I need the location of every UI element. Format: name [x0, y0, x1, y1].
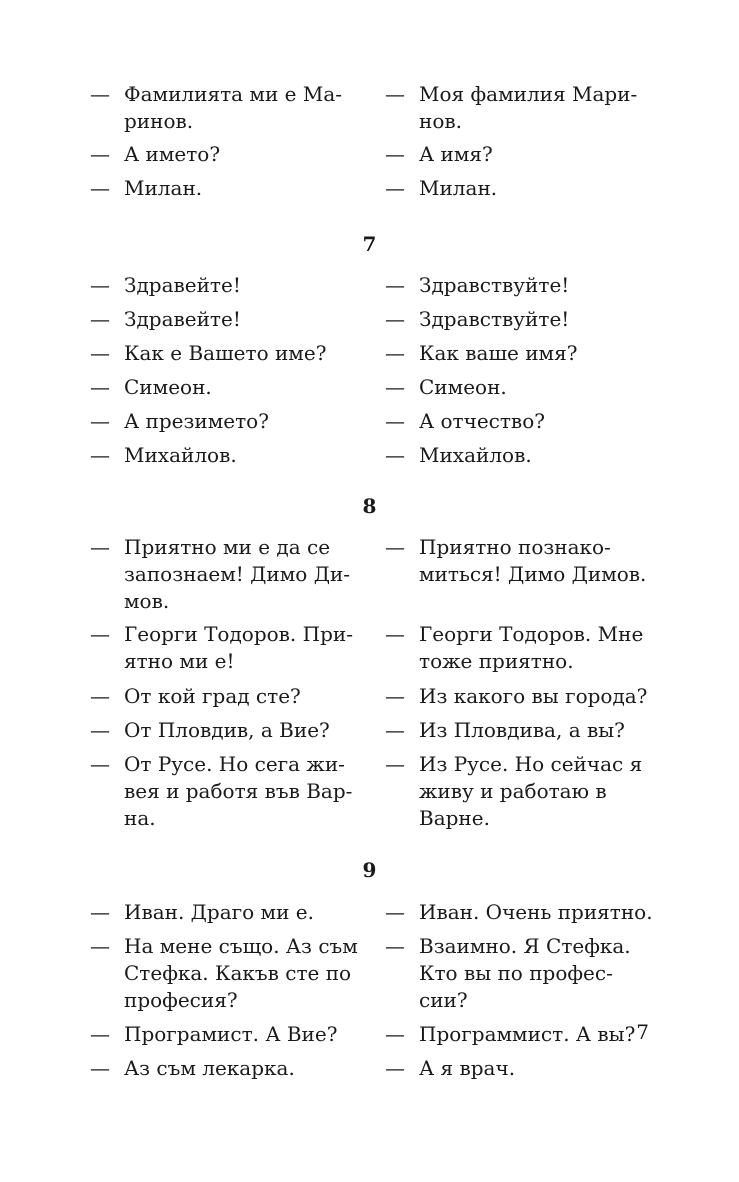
russian-line: Симеон. — [419, 375, 507, 399]
dialogue-dash: — — [90, 273, 110, 297]
dialogue-dash: — — [385, 752, 405, 776]
russian-line: Из Русе. Но сейчас я — [419, 752, 643, 776]
bulgarian-line: Иван. Драго ми е. — [124, 900, 314, 924]
dialogue-dash: — — [90, 934, 110, 958]
russian-line: Здравствуйте! — [419, 273, 570, 297]
bulgarian-line: А презимето? — [124, 409, 269, 433]
russian-line: Здравствуйте! — [419, 307, 570, 331]
bulgarian-line: ринов. — [124, 109, 194, 133]
bulgarian-line: Симеон. — [124, 375, 212, 399]
bulgarian-line: Аз съм лекарка. — [124, 1056, 295, 1080]
bulgarian-line: ятно ми е! — [124, 649, 235, 673]
bulgarian-line: От Пловдив, а Вие? — [124, 718, 330, 742]
bulgarian-line: От кой град сте? — [124, 684, 301, 708]
dialogue-dash: — — [90, 142, 110, 166]
page-number: 7 — [636, 1020, 649, 1044]
russian-line: миться! Димо Димов. — [419, 562, 647, 586]
dialogue-dash: — — [385, 176, 405, 200]
russian-line: тоже приятно. — [419, 649, 574, 673]
dialogue-dash: — — [385, 535, 405, 559]
dialogue-dash: — — [385, 934, 405, 958]
section-number: 9 — [362, 858, 377, 882]
russian-line: Варне. — [419, 806, 490, 830]
bulgarian-line: А името? — [124, 142, 221, 166]
russian-line: Георги Тодоров. Мне — [419, 622, 644, 646]
bulgarian-line: Михайлов. — [124, 443, 237, 467]
dialogue-dash: — — [90, 1022, 110, 1046]
russian-line: Как ваше имя? — [419, 341, 578, 365]
dialogue-dash: — — [90, 409, 110, 433]
dialogue-dash: — — [90, 684, 110, 708]
russian-line: Иван. Очень приятно. — [419, 900, 653, 924]
russian-line: А отчество? — [419, 409, 545, 433]
russian-line: Из какого вы города? — [419, 684, 648, 708]
bulgarian-line: професия? — [124, 988, 238, 1012]
russian-line: А имя? — [419, 142, 493, 166]
bulgarian-line: Как е Вашето име? — [124, 341, 327, 365]
bulgarian-line: Стефка. Какъв сте по — [124, 961, 352, 985]
dialogue-dash: — — [385, 1056, 405, 1080]
dialogue-dash: — — [90, 1056, 110, 1080]
bulgarian-line: Здравейте! — [124, 273, 241, 297]
dialogue-dash: — — [385, 443, 405, 467]
dialogue-dash: — — [385, 273, 405, 297]
dialogue-dash: — — [385, 900, 405, 924]
russian-line: Из Пловдива, а вы? — [419, 718, 625, 742]
dialogue-dash: — — [90, 535, 110, 559]
section-number: 7 — [362, 232, 377, 256]
dialogue-dash: — — [385, 1022, 405, 1046]
dialogue-dash: — — [90, 176, 110, 200]
bulgarian-line: Милан. — [124, 176, 203, 200]
dialogue-dash: — — [385, 684, 405, 708]
dialogue-dash: — — [90, 375, 110, 399]
dialogue-dash: — — [90, 443, 110, 467]
russian-line: нов. — [419, 109, 462, 133]
bulgarian-line: На мене също. Аз съм — [124, 934, 358, 958]
dialogue-dash: — — [385, 409, 405, 433]
bulgarian-line: мов. — [124, 589, 170, 613]
russian-line: А я врач. — [419, 1056, 516, 1080]
dialogue-dash: — — [90, 341, 110, 365]
dialogue-dash: — — [90, 622, 110, 646]
bulgarian-line: Програмист. А Вие? — [124, 1022, 338, 1046]
bulgarian-line: Приятно ми е да се — [124, 535, 331, 559]
dialogue-dash: — — [90, 718, 110, 742]
russian-line: живу и работаю в — [419, 779, 607, 803]
dialogue-dash: — — [385, 375, 405, 399]
dialogue-dash: — — [90, 82, 110, 106]
dialogue-dash: — — [385, 341, 405, 365]
russian-line: Кто вы по профес- — [419, 961, 613, 985]
russian-line: Михайлов. — [419, 443, 532, 467]
dialogue-dash: — — [90, 307, 110, 331]
russian-line: Взаимно. Я Стефка. — [419, 934, 631, 958]
russian-line: Моя фамилия Мари- — [419, 82, 638, 106]
dialogue-dash: — — [90, 900, 110, 924]
dialogue-dash: — — [385, 718, 405, 742]
bulgarian-line: Георги Тодоров. При- — [124, 622, 353, 646]
bulgarian-line: вея и работя във Вар- — [124, 779, 353, 803]
russian-line: Приятно познако- — [419, 535, 611, 559]
russian-line: Милан. — [419, 176, 498, 200]
dialogue-dash: — — [385, 82, 405, 106]
dialogue-dash: — — [385, 142, 405, 166]
russian-line: Программист. А вы? — [419, 1022, 636, 1046]
russian-line: сии? — [419, 988, 468, 1012]
bulgarian-line: От Русе. Но сега жи- — [124, 752, 345, 776]
bulgarian-line: запознаем! Димо Ди- — [124, 562, 351, 586]
bulgarian-line: на. — [124, 806, 156, 830]
bulgarian-line: Здравейте! — [124, 307, 241, 331]
section-number: 8 — [362, 494, 377, 518]
dialogue-dash: — — [385, 622, 405, 646]
dialogue-dash: — — [385, 307, 405, 331]
bulgarian-line: Фамилията ми е Ма- — [124, 82, 343, 106]
dialogue-dash: — — [90, 752, 110, 776]
